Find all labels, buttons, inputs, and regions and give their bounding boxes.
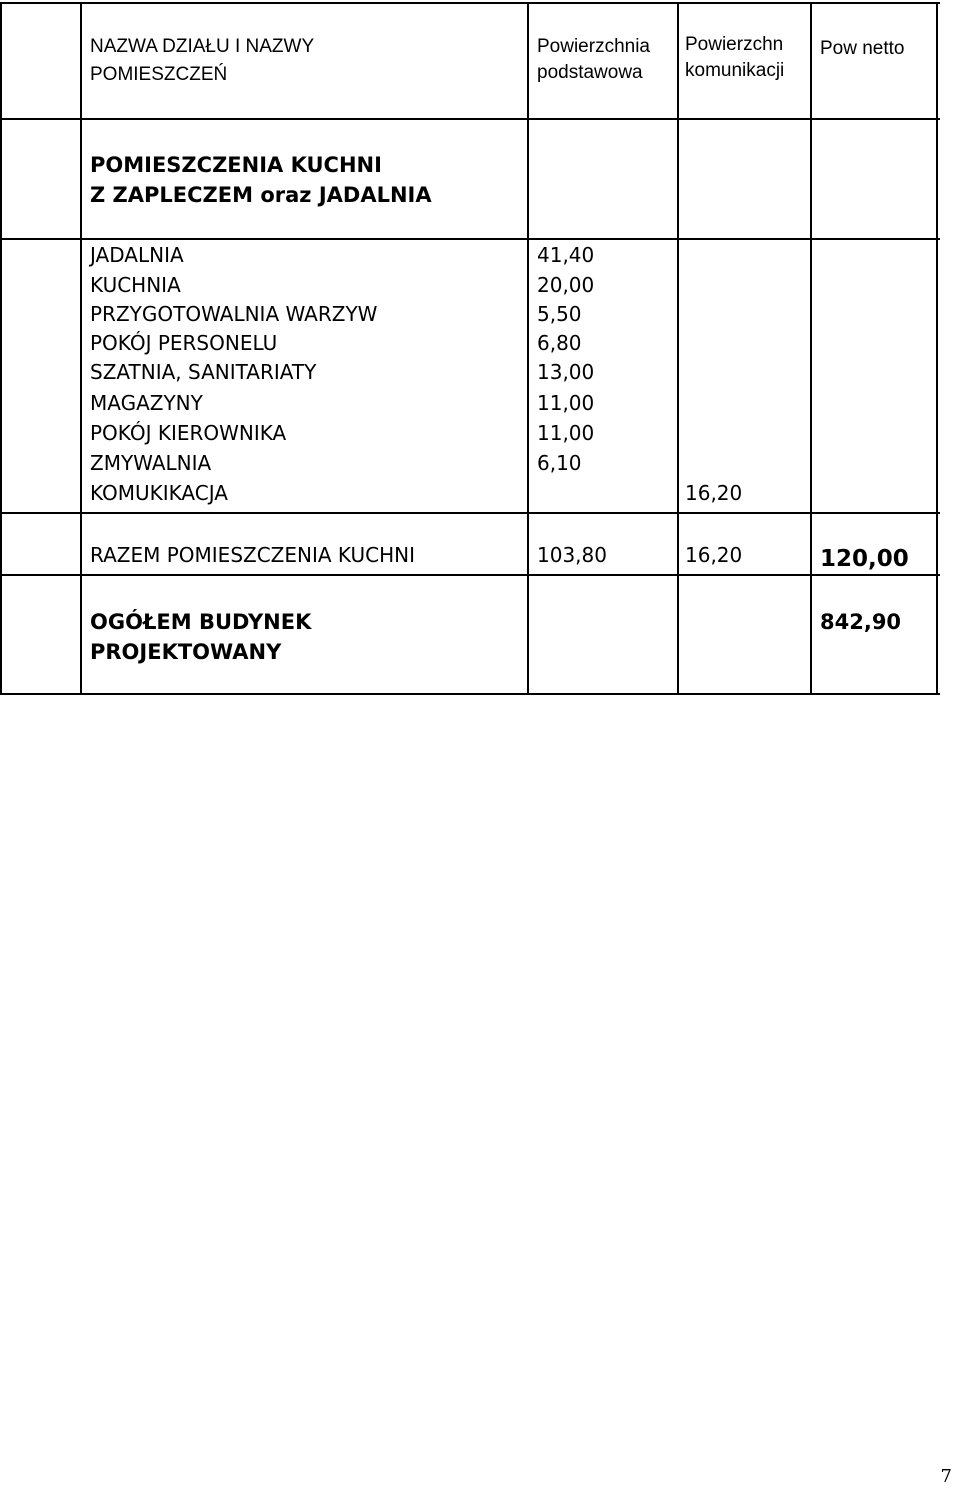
room-name: SZATNIA, SANITARIATY (90, 360, 317, 384)
section-title-row (0, 118, 940, 238)
grand-total-net-area: 842,90 (820, 610, 902, 634)
total-circulation-area: 16,20 (685, 543, 743, 567)
grand-total-label-line1: OGÓŁEM BUDYNEK (90, 610, 312, 634)
room-circulation-area: 16,20 (685, 481, 743, 505)
section-title-line2: Z ZAPLECZEM oraz JADALNIA (90, 183, 432, 207)
kitchen-total-row (0, 512, 940, 574)
total-basic-area: 103,80 (537, 543, 607, 567)
grand-total-label-line2: PROJEKTOWANY (90, 640, 282, 664)
area-table (0, 2, 940, 695)
room-basic-area: 20,00 (537, 273, 595, 297)
total-label: RAZEM POMIESZCZENIA KUCHNI (90, 543, 415, 567)
header-circulation-line2: komunikacji (685, 60, 785, 81)
building-total-row (0, 574, 940, 695)
header-basic-area-line2: podstawowa (537, 62, 643, 83)
room-name: PRZYGOTOWALNIA WARZYW (90, 302, 378, 326)
room-name: MAGAZYNY (90, 391, 203, 415)
room-name: KOMUKIKACJA (90, 481, 228, 505)
room-name: JADALNIA (90, 243, 184, 267)
header-name-line2: POMIESZCZEŃ (90, 64, 228, 85)
room-name: POKÓJ PERSONELU (90, 331, 278, 355)
header-name-line1: NAZWA DZIAŁU I NAZWY (90, 36, 315, 57)
room-basic-area: 11,00 (537, 391, 595, 415)
room-basic-area: 6,10 (537, 451, 582, 475)
room-basic-area: 13,00 (537, 360, 595, 384)
room-basic-area: 11,00 (537, 421, 595, 445)
header-basic-area-line1: Powierzchnia (537, 36, 650, 57)
room-name: POKÓJ KIEROWNIKA (90, 421, 287, 445)
total-net-area: 120,00 (820, 546, 909, 572)
room-basic-area: 6,80 (537, 331, 582, 355)
rooms-block (0, 238, 940, 512)
header-circulation-line1: Powierzchn (685, 34, 784, 55)
room-name: KUCHNIA (90, 273, 181, 297)
room-basic-area: 5,50 (537, 302, 582, 326)
page-number: 7 (940, 1466, 952, 1487)
room-name: ZMYWALNIA (90, 451, 212, 475)
room-basic-area: 41,40 (537, 243, 595, 267)
table-header-row (0, 2, 940, 118)
header-net-area: Pow netto (820, 38, 905, 59)
section-title-line1: POMIESZCZENIA KUCHNI (90, 153, 382, 177)
